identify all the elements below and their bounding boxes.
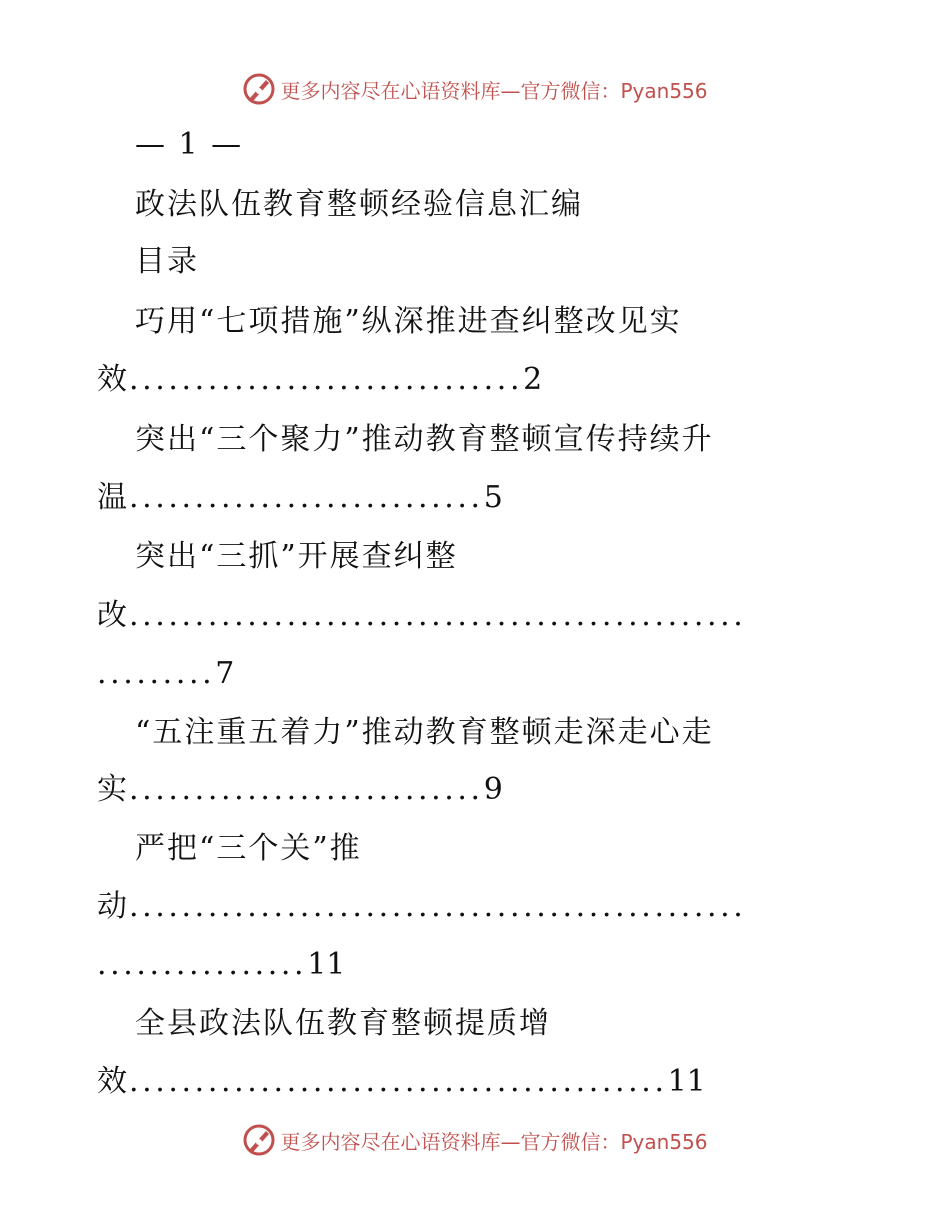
toc-entry-3-title: 突出“三抓”开展查纠整 xyxy=(135,539,458,574)
toc-entry-5-leader: 动............................................... xyxy=(97,889,747,924)
toc-entry-5-title: 严把“三个关”推 xyxy=(135,831,362,866)
toc-entry-6-page: 11 xyxy=(667,1064,706,1099)
watermark-text: 更多内容尽在心语资料库—官方微信：Pyan556 xyxy=(280,1129,708,1154)
toc-entry-4-leader: 实...........................9 xyxy=(97,772,503,807)
toc-entry-6-title: 全县政法队伍教育整顿提质增 xyxy=(135,1006,551,1041)
document-title: 政法队伍教育整顿经验信息汇编 xyxy=(135,187,583,222)
toc-entry-5-page: 11 xyxy=(307,947,346,982)
pen-logo-icon xyxy=(242,72,276,106)
watermark-text: 更多内容尽在心语资料库—官方微信：Pyan556 xyxy=(280,78,708,103)
toc-entry-5-leader-cont: ................11 xyxy=(97,947,346,982)
pen-logo-icon xyxy=(242,1123,276,1157)
watermark-footer xyxy=(0,1123,950,1157)
toc-entry-3-leader: 改............................................... xyxy=(97,598,747,633)
toc-heading: 目录 xyxy=(135,244,199,279)
toc-entry-2-page: 5 xyxy=(483,480,503,515)
watermark-header xyxy=(0,72,950,106)
toc-entry-4-title: “五注重五着力”推动教育整顿走深走心走 xyxy=(135,715,714,750)
page-number-line: — 1 — xyxy=(135,127,244,162)
toc-entry-4-page: 9 xyxy=(483,772,503,807)
toc-entry-1-title: 巧用“七项措施”纵深推进查纠整改见实 xyxy=(135,304,682,339)
toc-entry-1-leader: 效..............................2 xyxy=(97,362,543,397)
toc-entry-1-page: 2 xyxy=(523,362,543,397)
toc-entry-3-leader-cont: .........7 xyxy=(97,656,235,691)
toc-entry-6-leader: 效.........................................11 xyxy=(97,1064,706,1099)
toc-entry-3-page: 7 xyxy=(215,656,235,691)
toc-entry-2-title: 突出“三个聚力”推动教育整顿宣传持续升 xyxy=(135,422,714,457)
toc-entry-2-leader: 温...........................5 xyxy=(97,480,503,515)
